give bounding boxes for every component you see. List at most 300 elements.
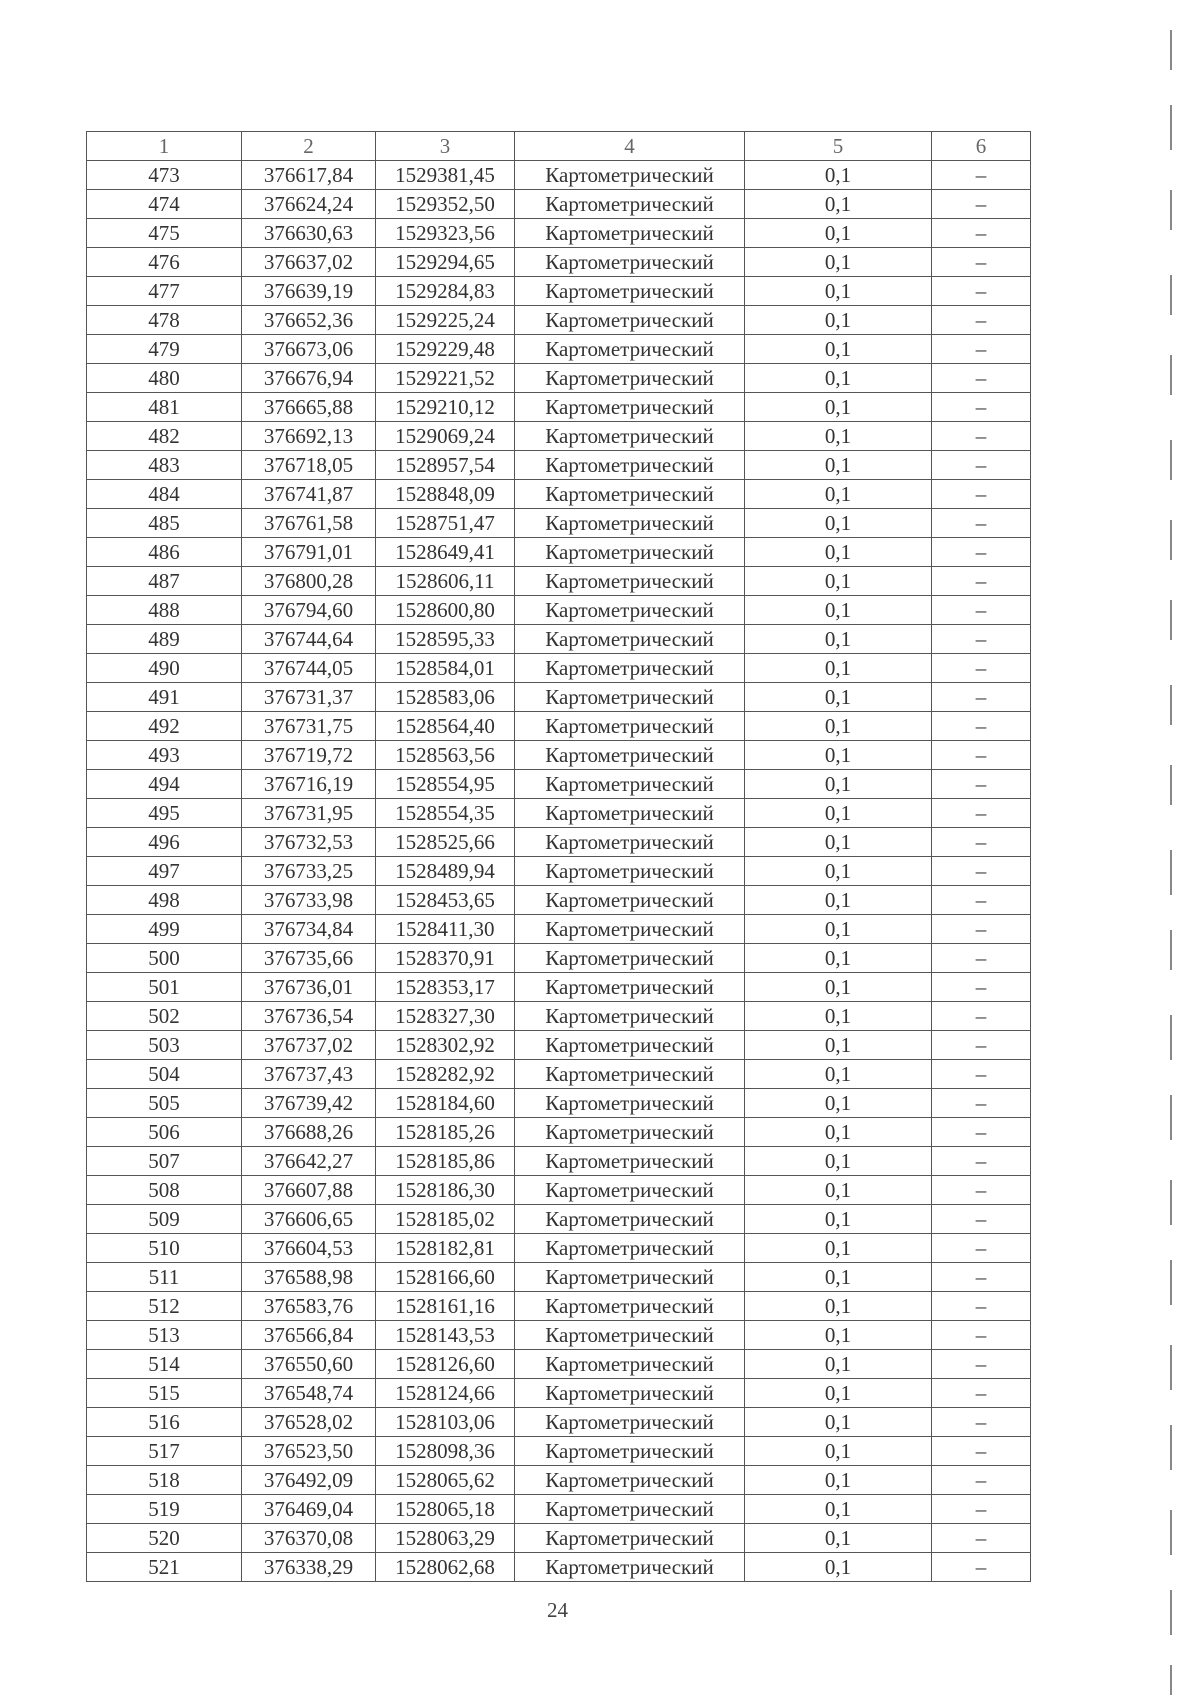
scan-edge-mark (1170, 190, 1182, 230)
table-cell: 1528124,66 (376, 1379, 515, 1408)
table-cell: 0,1 (745, 770, 932, 799)
table-cell: 1528166,60 (376, 1263, 515, 1292)
table-row (87, 480, 1031, 509)
table-cell: 1529225,24 (376, 306, 515, 335)
table-cell: Картометрический (515, 190, 745, 219)
table-cell: 0,1 (745, 1350, 932, 1379)
table-cell: Картометрический (515, 1060, 745, 1089)
table-cell: 517 (87, 1437, 242, 1466)
table-cell: Картометрический (515, 335, 745, 364)
scan-edge-mark (1170, 520, 1182, 560)
scan-edge-mark (1170, 685, 1182, 725)
table-row (87, 1524, 1031, 1553)
table-cell: – (932, 1118, 1031, 1147)
table-cell: 0,1 (745, 306, 932, 335)
table-cell: – (932, 364, 1031, 393)
table-cell: 1528302,92 (376, 1031, 515, 1060)
table-cell: 376370,08 (242, 1524, 376, 1553)
table-cell: – (932, 509, 1031, 538)
table-cell: 376791,01 (242, 538, 376, 567)
table-cell: – (932, 1321, 1031, 1350)
table-cell: 0,1 (745, 1118, 932, 1147)
table-cell: 1528126,60 (376, 1350, 515, 1379)
table-cell: 499 (87, 915, 242, 944)
table-cell: – (932, 1205, 1031, 1234)
table-cell: 1528411,30 (376, 915, 515, 944)
table-cell: 376744,05 (242, 654, 376, 683)
table-cell: Картометрический (515, 625, 745, 654)
table-cell: 0,1 (745, 1466, 932, 1495)
table-row (87, 625, 1031, 654)
table-cell: 0,1 (745, 393, 932, 422)
table-cell: 513 (87, 1321, 242, 1350)
table-cell: 1528649,41 (376, 538, 515, 567)
table-cell: 376523,50 (242, 1437, 376, 1466)
table-cell: 515 (87, 1379, 242, 1408)
scan-edge-mark (1170, 1590, 1182, 1635)
table-cell: 1528554,95 (376, 770, 515, 799)
table-row (87, 1031, 1031, 1060)
table-cell: 0,1 (745, 567, 932, 596)
table-cell: 488 (87, 596, 242, 625)
table-cell: – (932, 1553, 1031, 1582)
scan-edge-mark (1170, 1510, 1182, 1555)
table-cell: Картометрический (515, 1002, 745, 1031)
table-cell: 376731,75 (242, 712, 376, 741)
table-cell: Картометрический (515, 857, 745, 886)
table-cell: 476 (87, 248, 242, 277)
table-cell: 376732,53 (242, 828, 376, 857)
table-cell: 0,1 (745, 219, 932, 248)
table-cell: 376734,84 (242, 915, 376, 944)
table-cell: 0,1 (745, 1234, 932, 1263)
header-cell: 2 (242, 132, 376, 161)
table-row (87, 741, 1031, 770)
table-row (87, 277, 1031, 306)
table-cell: Картометрический (515, 277, 745, 306)
table-cell: – (932, 1263, 1031, 1292)
table-cell: 496 (87, 828, 242, 857)
table-cell: 0,1 (745, 1263, 932, 1292)
table-cell: Картометрический (515, 1205, 745, 1234)
table-cell: 494 (87, 770, 242, 799)
table-cell: – (932, 596, 1031, 625)
table-row (87, 1060, 1031, 1089)
table-cell: – (932, 219, 1031, 248)
table-cell: 0,1 (745, 596, 932, 625)
table-cell: 0,1 (745, 364, 932, 393)
table-cell: 376800,28 (242, 567, 376, 596)
table-cell: 1528282,92 (376, 1060, 515, 1089)
table-cell: 1529323,56 (376, 219, 515, 248)
table-cell: 506 (87, 1118, 242, 1147)
table-cell: Картометрический (515, 1292, 745, 1321)
scan-edge-mark (1170, 355, 1182, 395)
table-cell: 487 (87, 567, 242, 596)
table-cell: 480 (87, 364, 242, 393)
table-cell: – (932, 1234, 1031, 1263)
table-cell: Картометрический (515, 799, 745, 828)
scan-edge-mark (1170, 440, 1182, 480)
table-cell: – (932, 248, 1031, 277)
table-cell: – (932, 393, 1031, 422)
table-cell: 376741,87 (242, 480, 376, 509)
table-row (87, 567, 1031, 596)
table-cell: 376733,98 (242, 886, 376, 915)
table-row (87, 248, 1031, 277)
table-cell: 477 (87, 277, 242, 306)
table-cell: – (932, 1466, 1031, 1495)
table-cell: 1528186,30 (376, 1176, 515, 1205)
table-cell: 0,1 (745, 1408, 932, 1437)
table-cell: 509 (87, 1205, 242, 1234)
table-cell: Картометрический (515, 1147, 745, 1176)
table-cell: – (932, 1408, 1031, 1437)
scan-edge-mark (1170, 850, 1182, 895)
table-cell: 376737,43 (242, 1060, 376, 1089)
table-cell: 1528584,01 (376, 654, 515, 683)
table-cell: 1528595,33 (376, 625, 515, 654)
table-cell: – (932, 480, 1031, 509)
table-cell: – (932, 944, 1031, 973)
table-cell: 0,1 (745, 480, 932, 509)
table-row (87, 712, 1031, 741)
table-cell: 0,1 (745, 1524, 932, 1553)
table-cell: 1528600,80 (376, 596, 515, 625)
table-cell: 0,1 (745, 1437, 932, 1466)
table-cell: 0,1 (745, 422, 932, 451)
table-cell: 0,1 (745, 1205, 932, 1234)
table-cell: – (932, 1350, 1031, 1379)
table-cell: – (932, 886, 1031, 915)
header-cell: 3 (376, 132, 515, 161)
table-cell: – (932, 654, 1031, 683)
table-cell: – (932, 915, 1031, 944)
table-cell: 376652,36 (242, 306, 376, 335)
table-cell: 1528453,65 (376, 886, 515, 915)
table-cell: Картометрический (515, 480, 745, 509)
table-cell: 1528327,30 (376, 1002, 515, 1031)
table-cell: 376583,76 (242, 1292, 376, 1321)
table-cell: 0,1 (745, 1321, 932, 1350)
table-cell: 376566,84 (242, 1321, 376, 1350)
table-cell: 1528185,26 (376, 1118, 515, 1147)
table-row (87, 915, 1031, 944)
table-row (87, 770, 1031, 799)
table-cell: 0,1 (745, 857, 932, 886)
table-row (87, 1321, 1031, 1350)
table-cell: Картометрический (515, 1118, 745, 1147)
table-row (87, 1118, 1031, 1147)
table-cell: 376624,24 (242, 190, 376, 219)
table-cell: 0,1 (745, 712, 932, 741)
page-number: 24 (547, 1598, 568, 1622)
table-cell: 0,1 (745, 1495, 932, 1524)
table-row (87, 393, 1031, 422)
table-cell: – (932, 683, 1031, 712)
table-cell: 1529381,45 (376, 161, 515, 190)
table-row (87, 161, 1031, 190)
table-cell: 1528525,66 (376, 828, 515, 857)
header-cell: 4 (515, 132, 745, 161)
table-row (87, 364, 1031, 393)
table-cell: – (932, 712, 1031, 741)
table-cell: 508 (87, 1176, 242, 1205)
table-cell: 486 (87, 538, 242, 567)
table-cell: Картометрический (515, 1234, 745, 1263)
table-cell: 1528143,53 (376, 1321, 515, 1350)
table-row (87, 1234, 1031, 1263)
table-row (87, 1292, 1031, 1321)
table-cell: 376719,72 (242, 741, 376, 770)
table-cell: 1528554,35 (376, 799, 515, 828)
table-cell: 1528184,60 (376, 1089, 515, 1118)
table-cell: – (932, 277, 1031, 306)
table-cell: Картометрический (515, 973, 745, 1002)
table-cell: 0,1 (745, 538, 932, 567)
table-cell: 376692,13 (242, 422, 376, 451)
table-cell: 498 (87, 886, 242, 915)
table-row (87, 1495, 1031, 1524)
table-cell: 500 (87, 944, 242, 973)
table-cell: 491 (87, 683, 242, 712)
table-cell: 1528103,06 (376, 1408, 515, 1437)
table-cell: 504 (87, 1060, 242, 1089)
table-cell: 0,1 (745, 1147, 932, 1176)
table-cell: 495 (87, 799, 242, 828)
table-cell: 376469,04 (242, 1495, 376, 1524)
table-cell: 1528751,47 (376, 509, 515, 538)
table-cell: 376607,88 (242, 1176, 376, 1205)
table-cell: 0,1 (745, 741, 932, 770)
table-cell: 1528957,54 (376, 451, 515, 480)
table-row (87, 1466, 1031, 1495)
table-cell: 1528063,29 (376, 1524, 515, 1553)
table-cell: 0,1 (745, 1553, 932, 1582)
table-row (87, 596, 1031, 625)
table-row (87, 1553, 1031, 1582)
table-cell: 0,1 (745, 1292, 932, 1321)
table-row (87, 422, 1031, 451)
table-cell: 376739,42 (242, 1089, 376, 1118)
table-cell: 1528353,17 (376, 973, 515, 1002)
table-row (87, 1176, 1031, 1205)
table-cell: – (932, 1176, 1031, 1205)
table-row (87, 1437, 1031, 1466)
table-cell: 0,1 (745, 1060, 932, 1089)
table-cell: Картометрический (515, 1031, 745, 1060)
table-cell: Картометрический (515, 828, 745, 857)
table-cell: 493 (87, 741, 242, 770)
table-cell: 1528185,02 (376, 1205, 515, 1234)
scan-edge-mark (1170, 105, 1182, 150)
table-cell: 485 (87, 509, 242, 538)
table-header-row (87, 132, 1031, 161)
table-cell: 376639,19 (242, 277, 376, 306)
table-row (87, 857, 1031, 886)
table-cell: 481 (87, 393, 242, 422)
table-cell: 1528848,09 (376, 480, 515, 509)
table-cell: 376642,27 (242, 1147, 376, 1176)
table-cell: Картометрический (515, 161, 745, 190)
table-cell: 376606,65 (242, 1205, 376, 1234)
header-cell: 1 (87, 132, 242, 161)
table-cell: 492 (87, 712, 242, 741)
table-cell: Картометрический (515, 248, 745, 277)
table-cell: 376718,05 (242, 451, 376, 480)
table-cell: 497 (87, 857, 242, 886)
table-cell: – (932, 799, 1031, 828)
table-cell: Картометрический (515, 741, 745, 770)
table-cell: – (932, 973, 1031, 1002)
table-cell: 482 (87, 422, 242, 451)
table-cell: Картометрический (515, 712, 745, 741)
table-cell: Картометрический (515, 915, 745, 944)
table-cell: 1529069,24 (376, 422, 515, 451)
table-cell: 0,1 (745, 277, 932, 306)
table-cell: 1529352,50 (376, 190, 515, 219)
table-cell: – (932, 828, 1031, 857)
table-cell: 489 (87, 625, 242, 654)
table-cell: – (932, 190, 1031, 219)
table-cell: 0,1 (745, 1379, 932, 1408)
table-body (87, 132, 1031, 1582)
table-cell: 1528185,86 (376, 1147, 515, 1176)
table-cell: – (932, 161, 1031, 190)
table-cell: 0,1 (745, 451, 932, 480)
scan-edge-mark (1170, 1180, 1182, 1225)
table-cell: 1528370,91 (376, 944, 515, 973)
table-cell: – (932, 857, 1031, 886)
table-cell: 503 (87, 1031, 242, 1060)
table-cell: Картометрический (515, 1176, 745, 1205)
table-cell: 376731,95 (242, 799, 376, 828)
table-cell: – (932, 451, 1031, 480)
table-cell: Картометрический (515, 1466, 745, 1495)
scan-edge-mark (1170, 765, 1182, 805)
scan-edge-mark (1170, 1095, 1182, 1140)
table-cell: 475 (87, 219, 242, 248)
table-cell: – (932, 335, 1031, 364)
table-cell: 376736,54 (242, 1002, 376, 1031)
table-cell: Картометрический (515, 509, 745, 538)
table-cell: – (932, 1524, 1031, 1553)
table-cell: – (932, 1002, 1031, 1031)
table-row (87, 683, 1031, 712)
table-cell: – (932, 625, 1031, 654)
table-cell: Картометрический (515, 306, 745, 335)
table-row (87, 1263, 1031, 1292)
table-row (87, 538, 1031, 567)
table-cell: 1528065,18 (376, 1495, 515, 1524)
table-cell: Картометрический (515, 219, 745, 248)
table-cell: 376676,94 (242, 364, 376, 393)
table-cell: 490 (87, 654, 242, 683)
table-cell: Картометрический (515, 422, 745, 451)
table-cell: Картометрический (515, 567, 745, 596)
table-cell: 376588,98 (242, 1263, 376, 1292)
table-cell: 505 (87, 1089, 242, 1118)
table-cell: 376630,63 (242, 219, 376, 248)
table-cell: Картометрический (515, 1495, 745, 1524)
table-cell: 0,1 (745, 335, 932, 364)
table-cell: 507 (87, 1147, 242, 1176)
table-cell: 376731,37 (242, 683, 376, 712)
table-cell: – (932, 306, 1031, 335)
table-cell: 376637,02 (242, 248, 376, 277)
table-cell: 1529210,12 (376, 393, 515, 422)
table-cell: Картометрический (515, 451, 745, 480)
table-cell: 0,1 (745, 1002, 932, 1031)
table-cell: Картометрический (515, 886, 745, 915)
table-row (87, 828, 1031, 857)
table-cell: 376737,02 (242, 1031, 376, 1060)
table-cell: 376528,02 (242, 1408, 376, 1437)
table-cell: 376736,01 (242, 973, 376, 1002)
table-cell: 510 (87, 1234, 242, 1263)
table-cell: 483 (87, 451, 242, 480)
table-cell: – (932, 422, 1031, 451)
table-cell: Картометрический (515, 1437, 745, 1466)
table-cell: 0,1 (745, 1031, 932, 1060)
scan-edge-mark (1170, 275, 1182, 315)
table-cell: 376548,74 (242, 1379, 376, 1408)
table-cell: 0,1 (745, 973, 932, 1002)
table-cell: 473 (87, 161, 242, 190)
table-cell: 0,1 (745, 190, 932, 219)
table-cell: 1529294,65 (376, 248, 515, 277)
table-cell: – (932, 1089, 1031, 1118)
table-cell: 376617,84 (242, 161, 376, 190)
table-cell: 1528583,06 (376, 683, 515, 712)
table-cell: 0,1 (745, 915, 932, 944)
table-cell: – (932, 567, 1031, 596)
table-row (87, 306, 1031, 335)
table-row (87, 451, 1031, 480)
table-cell: 1528065,62 (376, 1466, 515, 1495)
table-cell: Картометрический (515, 1089, 745, 1118)
table-row (87, 1350, 1031, 1379)
table-cell: 502 (87, 1002, 242, 1031)
table-cell: – (932, 741, 1031, 770)
table-cell: 376673,06 (242, 335, 376, 364)
table-cell: 1528489,94 (376, 857, 515, 886)
table-cell: 0,1 (745, 799, 932, 828)
table-row (87, 1379, 1031, 1408)
scan-edge-mark (1170, 1425, 1182, 1470)
table-cell: 0,1 (745, 625, 932, 654)
table-row (87, 219, 1031, 248)
table-cell: – (932, 1031, 1031, 1060)
table-cell: 376604,53 (242, 1234, 376, 1263)
table-cell: 521 (87, 1553, 242, 1582)
table-cell: Картометрический (515, 364, 745, 393)
header-cell: 6 (932, 132, 1031, 161)
table-cell: 484 (87, 480, 242, 509)
table-cell: 0,1 (745, 886, 932, 915)
table-cell: – (932, 1147, 1031, 1176)
table-cell: 511 (87, 1263, 242, 1292)
table-cell: – (932, 1379, 1031, 1408)
table-cell: 376688,26 (242, 1118, 376, 1147)
table-cell: Картометрический (515, 538, 745, 567)
table-cell: – (932, 538, 1031, 567)
table-cell: 376744,64 (242, 625, 376, 654)
table-cell: Картометрический (515, 1408, 745, 1437)
table-cell: Картометрический (515, 1379, 745, 1408)
table-cell: 1529221,52 (376, 364, 515, 393)
table-cell: 376794,60 (242, 596, 376, 625)
